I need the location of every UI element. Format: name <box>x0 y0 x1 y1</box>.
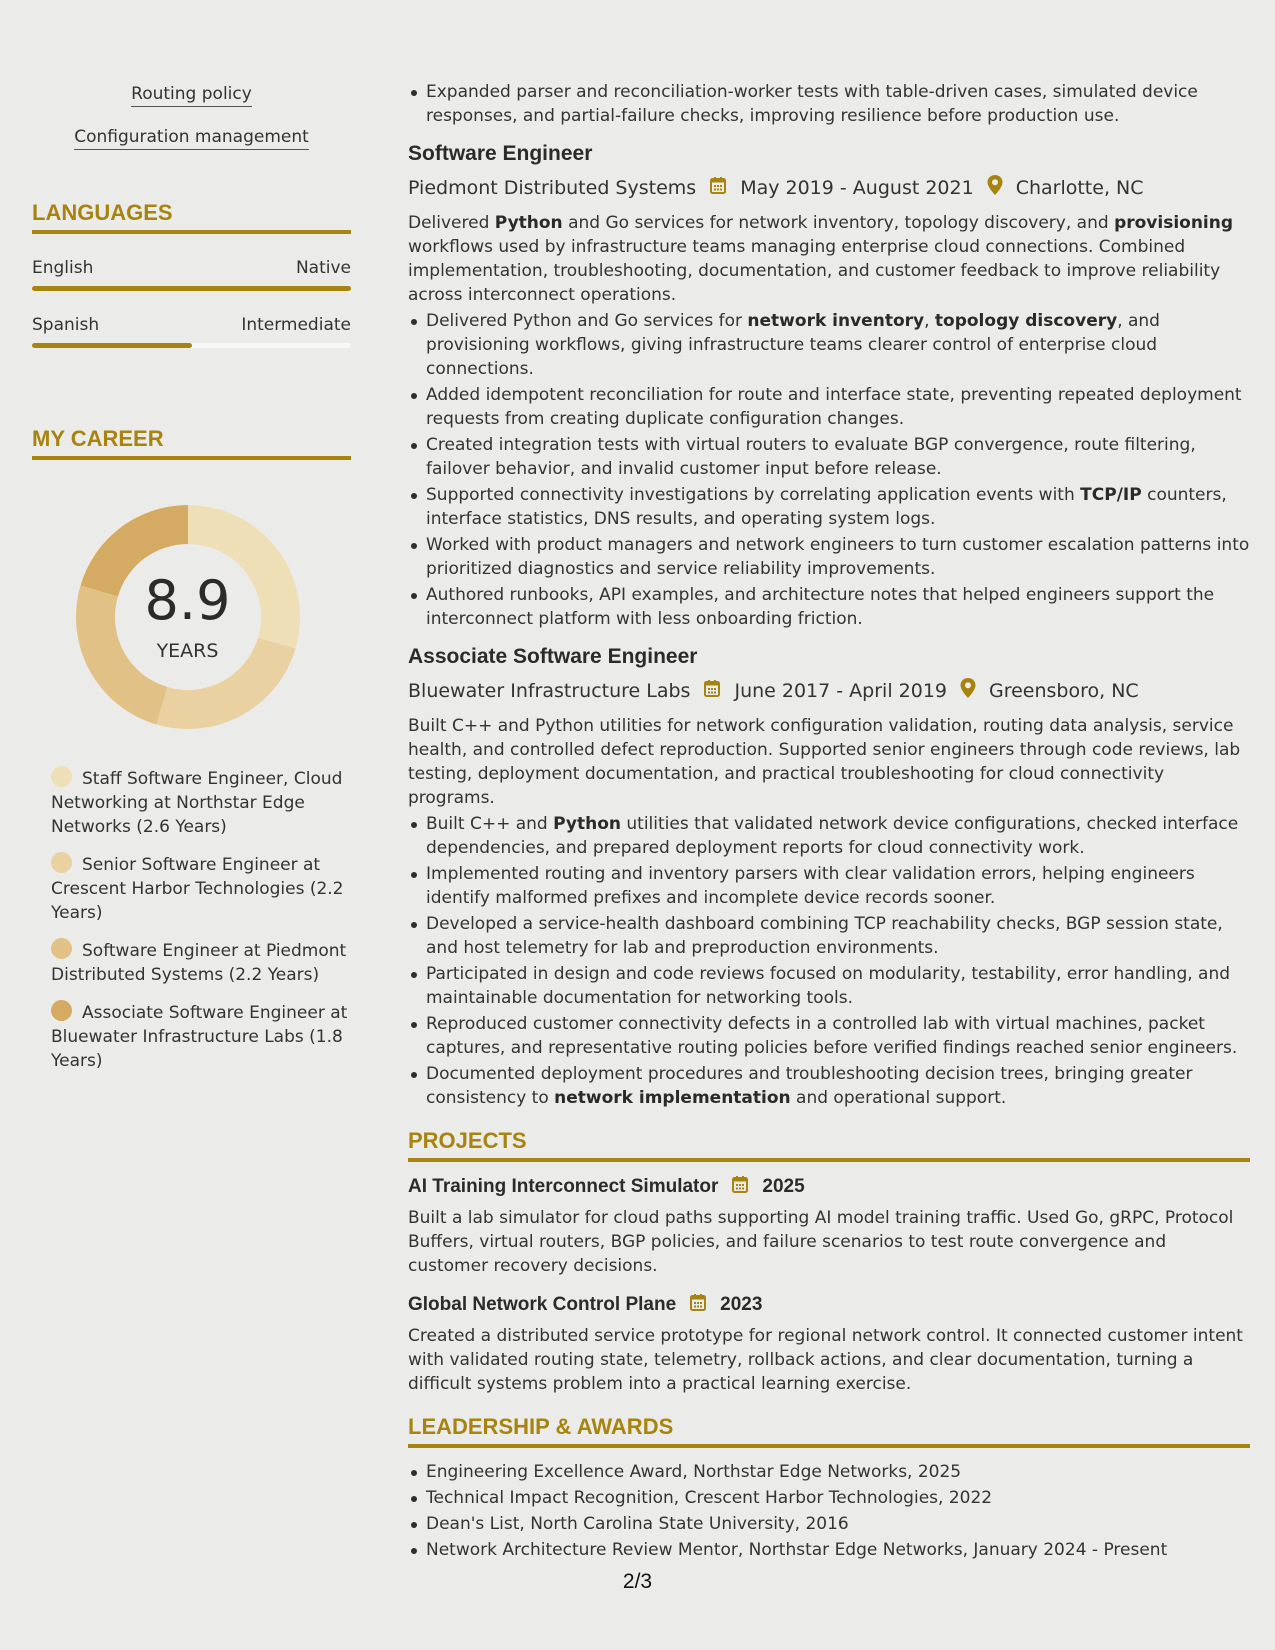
bullet-item <box>426 483 1250 531</box>
legend-item <box>51 938 351 987</box>
skill-tag: Routing policy <box>131 84 252 107</box>
text-run: and Go services for network inventory, topology discovery, and <box>562 213 1115 233</box>
language-level-fill <box>32 286 351 291</box>
experience-list <box>408 142 1250 1110</box>
projects-heading: PROJECTS <box>408 1128 1250 1162</box>
legend-label: Software Engineer at Piedmont Distributed Systems (2.2 Years) <box>51 941 347 985</box>
career-total-years: 8.9 <box>144 569 231 632</box>
text-run: Worked with product managers and network engineers to turn customer escalation patterns into prioritized diagnostics and service reliability improvements. <box>426 535 1250 579</box>
award-item: Dean's List, North Carolina State University, 2016 <box>426 1512 1250 1536</box>
text-run: Developed a service-health dashboard combining TCP reachability checks, BGP session state, and host telemetry for lab and preproduction environments. <box>426 914 1223 958</box>
language-level-fill <box>32 343 192 348</box>
award-item: Network Architecture Review Mentor, Northstar Edge Networks, January 2024 - Present <box>426 1538 1250 1562</box>
award-item: Engineering Excellence Award, Northstar Edge Networks, 2025 <box>426 1460 1250 1484</box>
awards-heading: LEADERSHIP & AWARDS <box>408 1414 1250 1448</box>
text-run: Participated in design and code reviews focused on modularity, testability, error handling, and maintainable documentation for networking tools. <box>426 964 1231 1008</box>
legend-dot <box>51 766 72 787</box>
calendar-icon <box>730 1174 750 1200</box>
legend-label: Associate Software Engineer at Bluewater Infrastructure Labs (1.8 Years) <box>51 1003 348 1071</box>
career-legend <box>51 766 351 1073</box>
bold-text: topology discovery <box>934 311 1118 331</box>
text-run: Delivered <box>408 213 495 233</box>
bullet-item <box>426 383 1250 431</box>
location-pin-icon <box>986 174 1004 201</box>
bold-text: TCP/IP <box>1080 485 1142 505</box>
project-entry <box>408 1292 1250 1396</box>
legend-item <box>51 1000 351 1073</box>
left-column <box>32 84 351 1086</box>
calendar-icon <box>708 175 728 200</box>
project-description: Created a distributed service prototype for regional network control. It connected customer intent with validated routing state, telemetry, rollback actions, and clear documentation, turning a difficult systems problem into a practical learning exercise. <box>408 1326 1243 1394</box>
bullet-item <box>426 309 1250 381</box>
legend-dot <box>51 938 72 959</box>
project-name: Global Network Control Plane <box>408 1294 677 1315</box>
text-run: Supported connectivity investigations by correlating application events with <box>426 485 1081 505</box>
text-run: Delivered Python and Go services for <box>426 311 748 331</box>
bullet-item: Expanded parser and reconciliation-worker tests with table-driven cases, simulated device responses, and partial-failure checks, improving resilience before production use. <box>426 80 1250 128</box>
calendar-icon <box>702 678 722 703</box>
job-summary <box>408 211 1250 307</box>
project-year: 2023 <box>720 1294 763 1315</box>
company-name: Bluewater Infrastructure Labs <box>408 679 691 702</box>
text-run: Implemented routing and inventory parsers with clear validation errors, helping engineers identify malformed prefixes and incomplete device records sooner. <box>426 864 1195 908</box>
language-level-bar <box>32 343 351 348</box>
job-title: Associate Software Engineer <box>408 645 698 668</box>
bullet-item <box>426 962 1250 1010</box>
text-run: , <box>924 311 935 331</box>
job-title: Software Engineer <box>408 142 593 165</box>
job-dates: May 2019 - August 2021 <box>740 176 974 199</box>
language-english <box>32 258 351 291</box>
job-entry <box>408 142 1250 631</box>
language-level-bar <box>32 286 351 291</box>
bold-text: network implementation <box>554 1088 791 1108</box>
career-heading: MY CAREER <box>32 426 351 460</box>
language-name: English <box>32 258 94 278</box>
bold-text: Python <box>553 814 621 834</box>
career-donut-chart <box>73 502 303 732</box>
job-dates: June 2017 - April 2019 <box>734 679 947 702</box>
legend-label: Senior Software Engineer at Crescent Harbor Technologies (2.2 Years) <box>51 855 344 923</box>
text-run: Built C++ and Python utilities for network configuration validation, routing data analysis, service health, and controlled defect reproduction. Supported senior engineers through code reviews, lab testing, deployment documentation, and practical troubleshooting for cloud connectivity programs. <box>408 716 1241 808</box>
bullet-item <box>426 812 1250 860</box>
text-run: counters, interface statistics, DNS results, and operating system logs. <box>426 485 1227 529</box>
language-level: Native <box>295 258 351 278</box>
project-year: 2025 <box>762 1176 805 1197</box>
bullet-item <box>426 862 1250 910</box>
project-description: Built a lab simulator for cloud paths supporting AI model training traffic. Used Go, gRPC, Protocol Buffers, virtual routers, BGP policies, and failure scenarios to test route convergence and customer recovery decisions. <box>408 1208 1234 1276</box>
text-run: Added idempotent reconciliation for route and interface state, preventing repeated deployment requests from creating duplicate configuration changes. <box>426 385 1242 429</box>
text-run: Documented deployment procedures and troubleshooting decision trees, bringing greater consistency to <box>426 1064 1193 1108</box>
text-run: , and provisioning workflows, giving infrastructure teams clearer control of enterprise cloud connections. <box>426 311 1160 379</box>
job-location: Greensboro, NC <box>989 679 1139 702</box>
job-bullets <box>408 812 1250 1110</box>
bullet-item <box>426 533 1250 581</box>
project-name: AI Training Interconnect Simulator <box>408 1176 719 1197</box>
text-run: Authored runbooks, API examples, and architecture notes that helped engineers support the interconnect platform with less onboarding friction. <box>426 585 1215 629</box>
job-location: Charlotte, NC <box>1015 176 1144 199</box>
awards-list <box>408 1460 1250 1562</box>
bold-text: provisioning <box>1114 213 1234 233</box>
projects-list <box>408 1174 1250 1396</box>
bullet-item <box>426 1012 1250 1060</box>
legend-dot <box>51 1000 72 1021</box>
text-run: Built C++ and <box>426 814 554 834</box>
job-summary <box>408 714 1250 810</box>
language-level: Intermediate <box>241 315 351 335</box>
bullet-item <box>426 1062 1250 1110</box>
legend-item <box>51 852 351 925</box>
award-item: Technical Impact Recognition, Crescent Harbor Technologies, 2022 <box>426 1486 1250 1510</box>
bold-text: network inventory <box>747 311 925 331</box>
skill-tag: Configuration management <box>74 127 309 150</box>
job-meta <box>408 174 1250 201</box>
project-entry <box>408 1174 1250 1278</box>
languages-heading: LANGUAGES <box>32 200 351 234</box>
bold-text: Python <box>494 213 563 233</box>
text-run: and operational support. <box>790 1088 1007 1108</box>
text-run: utilities that validated network device configurations, checked interface dependencies, and prepared deployment reports for cloud connectivity work. <box>426 814 1239 858</box>
bullet-item <box>426 583 1250 631</box>
page-number: 2/3 <box>622 1570 653 1593</box>
bullet-item <box>426 433 1250 481</box>
legend-dot <box>51 852 72 873</box>
right-column <box>408 80 1250 1564</box>
legend-item <box>51 766 351 839</box>
text-run: Reproduced customer connectivity defects in a controlled lab with virtual machines, packet captures, and representative routing policies before verified findings reached senior engineers. <box>426 1014 1238 1058</box>
job-bullets <box>408 309 1250 631</box>
language-name: Spanish <box>32 315 100 335</box>
company-name: Piedmont Distributed Systems <box>408 176 697 199</box>
calendar-icon <box>688 1292 708 1318</box>
job-entry <box>408 645 1250 1110</box>
continued-bullets <box>408 80 1250 128</box>
bullet-item <box>426 912 1250 960</box>
text-run: Created integration tests with virtual routers to evaluate BGP convergence, route filtering, failover behavior, and invalid customer input before release. <box>426 435 1196 479</box>
text-run: workflows used by infrastructure teams managing enterprise cloud connections. Combined implementation, troubleshooting, documentation, and customer feedback to improve reliability across interconnect operations. <box>408 237 1221 305</box>
project-header <box>408 1292 1250 1318</box>
legend-label: Staff Software Engineer, Cloud Networking at Northstar Edge Networks (2.6 Years) <box>51 769 343 837</box>
project-header <box>408 1174 1250 1200</box>
career-years-unit: YEARS <box>156 640 219 662</box>
job-meta <box>408 677 1250 704</box>
language-spanish <box>32 315 351 348</box>
location-pin-icon <box>959 677 977 704</box>
